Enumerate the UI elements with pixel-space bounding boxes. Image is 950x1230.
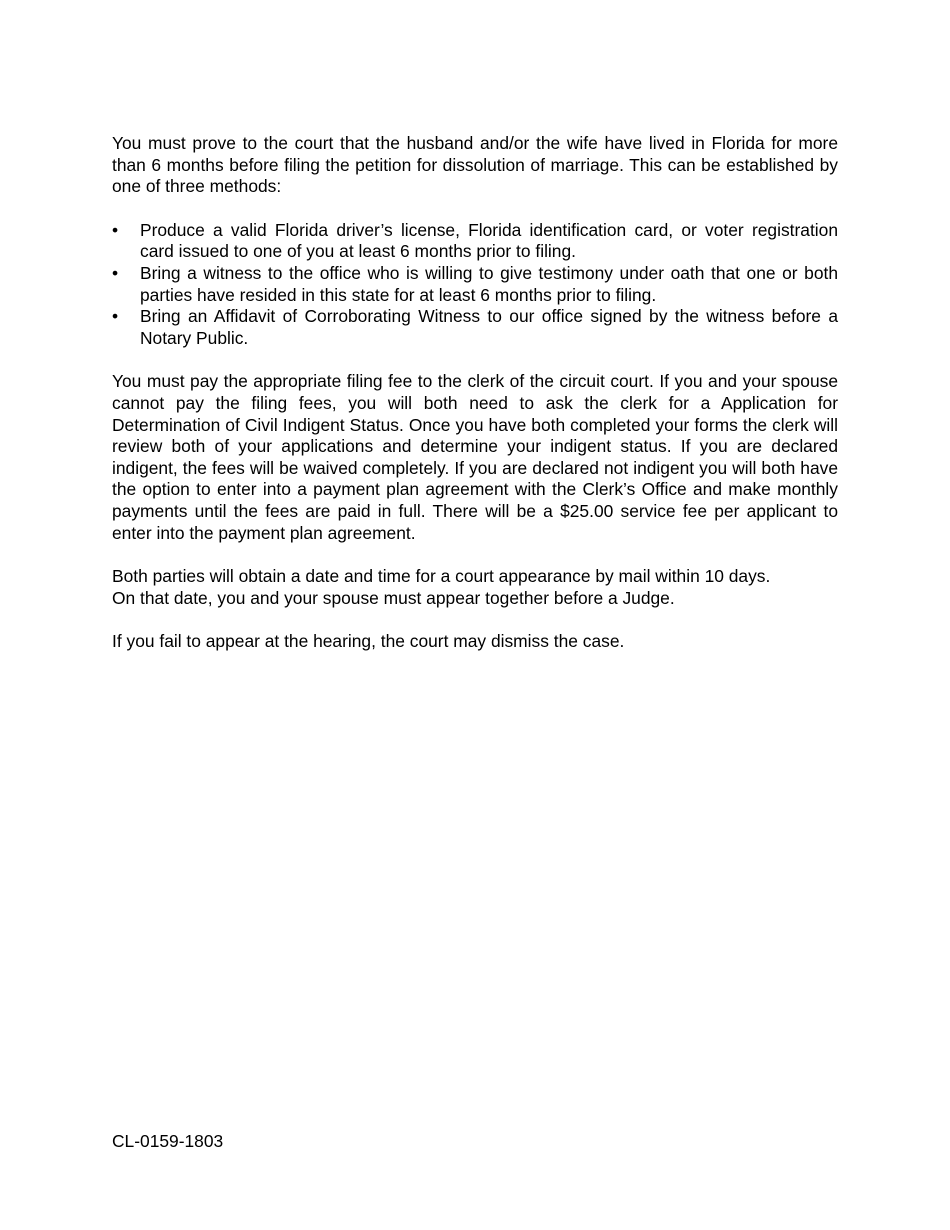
list-item bbox=[112, 263, 838, 306]
list-item bbox=[112, 306, 838, 349]
dismissal-notice: If you fail to appear at the hearing, the court may dismiss the case. bbox=[112, 631, 625, 652]
method-text: Bring an Affidavit of Corroborating Witness to our office signed by the witness before a Notary Public. bbox=[140, 306, 838, 348]
residency-methods-list bbox=[112, 220, 838, 350]
method-text: Produce a valid Florida driver’s license, Florida identification card, or voter registration card issued to one of you at least 6 months prior to filing. bbox=[140, 219, 838, 262]
bullet-icon: • bbox=[112, 262, 119, 283]
filing-fee-paragraph: You must pay the appropriate filing fee to the clerk of the circuit court. If you and your spouse cannot pay the filing fees, you will both need to ask the clerk for a Application for Determination of Civil Indigent Status. Once you have both completed your forms the clerk will review both of your applications and determine your indigent status. If you are declared indigent, the fees will be waived completely. If you are declared not indigent you will both have the option to enter into a payment plan agreement with the Clerk’s Office and make monthly payments until the fees are paid in full. There will be a $25.00 service fee per applicant to enter into the payment plan agreement. bbox=[112, 371, 838, 543]
document-body bbox=[112, 133, 838, 675]
residency-intro-paragraph: You must prove to the court that the husband and/or the wife have lived in Florida for more than 6 months before filing the petition for dissolution of marriage. This can be established by one of three methods: bbox=[112, 133, 838, 197]
bullet-icon: • bbox=[112, 219, 119, 240]
court-appearance-paragraph bbox=[112, 566, 838, 609]
list-item bbox=[112, 220, 838, 263]
method-text: Bring a witness to the office who is willing to give testimony under oath that one or both parties have resided in this state for at least 6 months prior to filing. bbox=[140, 262, 838, 305]
bullet-icon: • bbox=[112, 306, 119, 327]
appearance-line-2: On that date, you and your spouse must appear together before a Judge. bbox=[112, 587, 675, 608]
appearance-line-1: Both parties will obtain a date and time for a court appearance by mail within 10 days. bbox=[112, 566, 771, 587]
form-code: CL-0159-1803 bbox=[112, 1131, 224, 1151]
